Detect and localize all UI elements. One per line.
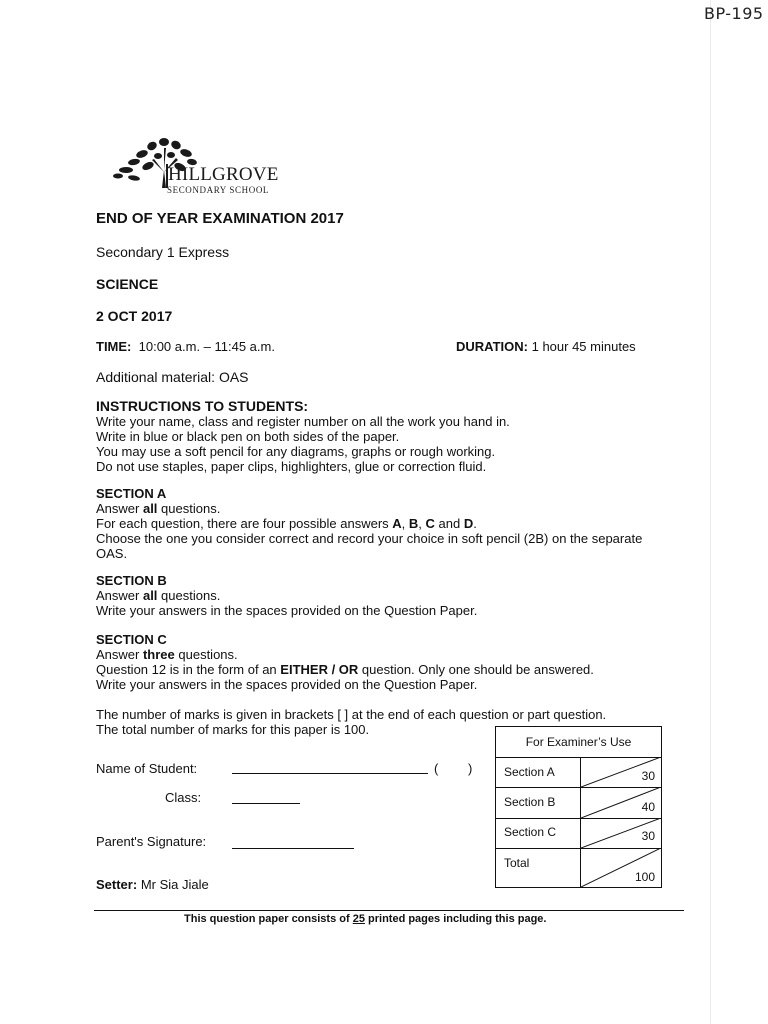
marks-note-line: The number of marks is given in brackets [ ] at the end of each question or part question. <box>96 707 607 722</box>
section-a-line: Choose the one you consider correct and record your choice in soft pencil (2B) on the separate <box>96 531 643 546</box>
section-c-line: Question 12 is in the form of an EITHER / OR question. Only one should be answered. <box>96 662 594 677</box>
examiner-row-section-c <box>496 818 661 849</box>
row-label: Section C <box>496 818 581 848</box>
instruction-line: Write in blue or black pen on both sides of the paper. <box>96 429 400 444</box>
instruction-line: You may use a soft pencil for any diagrams, graphs or rough working. <box>96 444 496 459</box>
section-b-block <box>96 573 477 618</box>
setter-name: Mr Sia Jiale <box>140 877 209 892</box>
section-c-line: Answer three questions. <box>96 647 238 662</box>
row-label: Section A <box>496 757 581 787</box>
row-max-marks: 100 <box>634 870 655 884</box>
examiner-row-section-b <box>496 787 661 819</box>
section-c-block <box>96 632 594 692</box>
register-number-field[interactable] <box>442 760 466 776</box>
time-label: TIME: <box>96 339 132 354</box>
duration-value: 1 hour 45 minutes <box>531 339 636 354</box>
page-count: 25 <box>352 913 365 925</box>
name-label: Name of Student: <box>96 761 198 776</box>
instructions-list <box>96 414 510 474</box>
parent-signature-label: Parent's Signature: <box>96 834 207 849</box>
register-paren-close: ) <box>468 761 473 776</box>
section-a-line: OAS. <box>96 546 128 561</box>
row-label: Total <box>496 848 581 887</box>
document-code: BP-195 <box>704 4 764 23</box>
row-label: Section B <box>496 787 581 818</box>
time-value: 10:00 a.m. – 11:45 a.m. <box>138 339 275 354</box>
section-a-line: For each question, there are four possible answers A, B, C and D. <box>96 516 477 531</box>
examiner-table-heading: For Examiner’s Use <box>496 727 661 758</box>
register-paren-open: ( <box>434 761 439 776</box>
exam-time <box>96 339 275 354</box>
section-a-line: Answer all questions. <box>96 501 221 516</box>
exam-duration <box>456 339 636 354</box>
setter <box>96 877 209 892</box>
duration-label: DURATION: <box>456 339 528 354</box>
class-label: Class: <box>165 790 202 805</box>
setter-label: Setter: <box>96 877 138 892</box>
row-max-marks: 30 <box>641 829 655 843</box>
examiner-row-total <box>496 848 661 887</box>
section-b-line: Write your answers in the spaces provided on the Question Paper. <box>96 603 478 618</box>
subject-name: SCIENCE <box>96 276 159 292</box>
exam-title: END OF YEAR EXAMINATION 2017 <box>96 210 344 227</box>
exam-date: 2 OCT 2017 <box>96 308 173 324</box>
section-a-block <box>96 486 642 561</box>
additional-material: Additional material: OAS <box>96 369 249 385</box>
instruction-line: Do not use staples, paper clips, highlighters, glue or correction fluid. <box>96 459 487 474</box>
course-name: Secondary 1 Express <box>96 244 230 260</box>
scan-edge <box>710 0 711 1024</box>
section-a-title: SECTION A <box>96 486 167 501</box>
instructions-heading: INSTRUCTIONS TO STUDENTS: <box>96 398 309 414</box>
parent-signature-line[interactable] <box>232 848 354 849</box>
instruction-line: Write your name, class and register number on all the work you hand in. <box>96 414 510 429</box>
section-c-title: SECTION C <box>96 632 167 647</box>
class-input-line[interactable] <box>232 803 300 804</box>
school-subtitle: SECONDARY SCHOOL <box>167 185 270 195</box>
row-max-marks: 40 <box>641 800 655 814</box>
row-max-marks: 30 <box>641 769 655 783</box>
section-c-line: Write your answers in the spaces provided on the Question Paper. <box>96 677 478 692</box>
marks-note-line: The total number of marks for this paper is 100. <box>96 722 370 737</box>
examiner-use-table <box>495 726 662 888</box>
section-b-title: SECTION B <box>96 573 167 588</box>
footer-divider <box>94 910 684 911</box>
page-count-note: This question paper consists of 25 printed pages including this page. <box>184 913 547 925</box>
school-name: HILLGROVE <box>168 164 279 185</box>
section-b-line: Answer all questions. <box>96 588 221 603</box>
name-input-line[interactable] <box>232 773 428 774</box>
examiner-row-section-a <box>496 757 661 788</box>
